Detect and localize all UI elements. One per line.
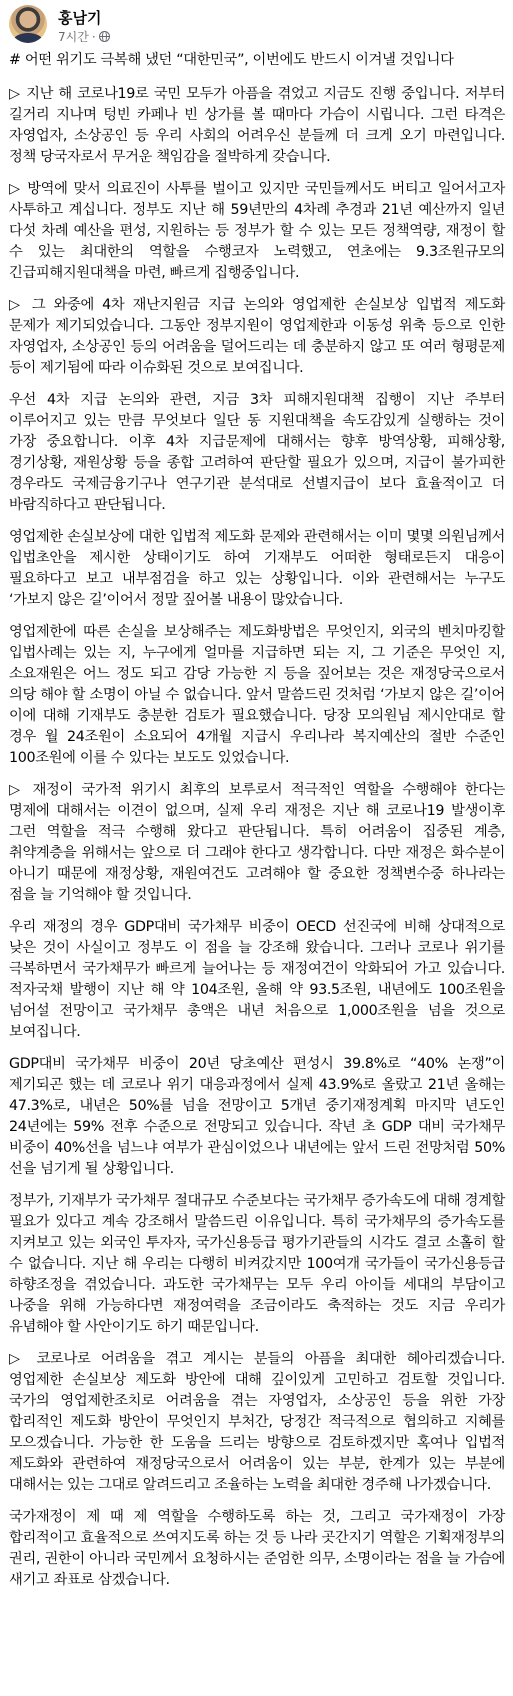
post-paragraph: 우선 4차 지급 논의와 관련, 지금 3차 피해지원대책 집행이 지난 주부터 이루어지고 있는 만큼 무엇보다 일단 동 지원대책을 속도감있게 실행하는 것이 가장 중요합니다. 이후 4차 지급문제에 대해서는 향후 방역상황, 피해상황, 경기상황, 재원상황 등을 종합 고려하여 판단할 필요가 있으며, 지급이 불가피한 경우라도 국제금융기구나 연구기관 분석대로 선별지급이 보다 효율적이고 더 바람직하다고 판단됩니다.	[9, 392, 505, 513]
avatar[interactable]	[9, 5, 47, 43]
meta-separator: ·	[91, 29, 96, 44]
post-header	[0, 0, 513, 50]
post-meta	[58, 28, 110, 45]
author-name[interactable]: 홍남기	[58, 9, 102, 27]
post-paragraph: ▷ 코로나로 어려움을 겪고 계시는 분들의 아픔을 최대한 헤아리겠습니다. 영업제한 손실보상 제도화 방안에 대해 깊이있게 고민하고 검토할 것입니다. 국가의 영업제한조치로 어려움을 겪는 자영업자, 소상공인 등을 위한 가장 합리적인 제도화 방안이 무엇인지 부처간, 당정간 적극적으로 협의하고 지혜를 모으겠습니다. 가능한 한 도움을 드리는 방향으로 검토하겠지만 혹여나 입법적 제도화와 관련하여 재정당국으로서 어려움이 있는 부분, 한계가 있는 부분에 대해서는 있는 그대로 알려드리고 조율하는 노력을 최대한 경주해 나가겠습니다.	[9, 1351, 505, 1493]
post-paragraph: ▷ 그 와중에 4차 재난지원금 지급 논의와 영업제한 손실보상 입법적 제도화 문제가 제기되었습니다. 그동안 정부지원이 영업제한과 이동성 위축 등으로 인한 자영업자, 소상공인 등의 어려움을 덜어드리는 데 충분하지 않고 또 여러 형평문제 등이 제기됨에 따라 이슈화된 것으로 보여집니다.	[9, 297, 505, 376]
post-paragraph: GDP대비 국가채무 비중이 20년 당초예산 편성시 39.8%로 “40% 논쟁”이 제기되곤 했는 데 코로나 위기 대응과정에서 실제 43.9%로 올랐고 21년 올해는 47.3%로, 내년은 50%를 넘을 전망이고 5개년 중기재정계획 마지막 년도인 24년에는 59% 전후 수준으로 전망되고 있습니다. 작년 초 GDP 대비 국가채무 비중이 40%선을 넘느냐 여부가 관심이었으나 내년에는 앞서 드린 전망처럼 50%선을 넘기게 될 상황입니다.	[9, 1056, 505, 1177]
post-paragraph: 영업제한에 따른 손실을 보상해주는 제도화방법은 무엇인지, 외국의 벤치마킹할 입법사례는 있는 지, 누구에게 얼마를 지급하면 되는 지, 그 기준은 무엇인 지, 소요재원은 어느 정도 되고 감당 가능한 지 등을 짚어보는 것은 재정당국으로서 의당 해야 할 소명이 아닐 수 없습니다. 앞서 말씀드린 것처럼 ‘가보지 않은 길’이어 이에 대해 기재부도 충분한 검토가 필요했습니다. 당장 모의원님 제시안대로 할 경우 월 24조원이 소요되어 4개월 지급시 우리나라 복지예산의 절반 수준인 100조원에 이를 수 있다는 보도도 있었습니다.	[9, 624, 505, 766]
post-body	[0, 50, 513, 1591]
post-paragraph: ▷ 재정이 국가적 위기시 최후의 보루로서 적극적인 역할을 수행해야 한다는 명제에 대해서는 이견이 없으며, 실제 우리 재정은 지난 해 코로나19 발생이후 그런 역할을 적극 수행해 왔다고 판단됩니다. 특히 어려움이 집중된 계층, 취약계층을 위해서는 앞으로 더 그래야 한다고 생각합니다. 다만 재정은 화수분이 아니기 때문에 재정상황, 재원여건도 고려해야 할 중요한 정책변수중 하나라는 점을 늘 기억해야 할 것입니다.	[9, 782, 505, 903]
post-paragraph: ▷ 방역에 맞서 의료진이 사투를 벌이고 있지만 국민들께서도 버티고 일어서고자 사투하고 계십니다. 정부도 지난 해 59년만의 4차례 추경과 21년 예산까지 일년 다섯 차례 예산을 편성, 지원하는 등 정부가 할 수 있는 모든 정책역량, 재정이 할 수 있는 최대한의 역할을 수행코자 노력했고, 연초에는 9.3조원규모의 긴급피해지원대책을 마련, 빠르게 집행중입니다.	[9, 181, 505, 281]
post-paragraph: 정부가, 기재부가 국가채무 절대규모 수준보다는 국가채무 증가속도에 대해 경계할 필요가 있다고 계속 강조해서 말씀드린 이유입니다. 특히 국가채무의 증가속도를 지켜보고 있는 외국인 투자자, 국가신용등급 평가기관들의 시각도 결코 소홀히 할 수 없습니다. 지난 해 우리는 다행히 비켜갔지만 100여개 국가들이 국가신용등급 하향조정을 겪었습니다. 과도한 국가채무는 모두 우리 아이들 세대의 부담이고 나중을 위해 가능하다면 재정여력을 조금이라도 축적하는 것도 지금 우리가 유념해야 할 사안이기도 하기 때문입니다.	[9, 1193, 505, 1335]
post-headline: # 어떤 위기도 극복해 냈던 “대한민국”, 이번에도 반드시 이겨낼 것입니다	[9, 52, 454, 68]
post-paragraph: 영업제한 손실보상에 대한 입법적 제도화 문제와 관련해서는 이미 몇몇 의원님께서 입법초안을 제시한 상태이기도 하여 기재부도 어떠한 형태로든지 대응이 필요하다고 보고 내부점검을 하고 있는 상황입니다. 이와 관련해서는 누구도 ‘가보지 않은 길’이어서 정말 짚어볼 내용이 많았습니다.	[9, 529, 505, 608]
globe-icon[interactable]	[99, 31, 110, 42]
post-paragraph: 국가재정이 제 때 제 역할을 수행하도록 하는 것, 그리고 국가재정이 가장 합리적이고 효율적으로 쓰여지도록 하는 것 등 나라 곳간지기 역할은 기획재정부의 권리, 권한이 아니라 국민께서 요청하시는 준엄한 의무, 소명이라는 점을 늘 가슴에 새기고 좌표로 삼겠습니다.	[9, 1509, 505, 1588]
post-time[interactable]: 7시간	[58, 30, 89, 44]
avatar-shirt	[13, 33, 43, 43]
post-paragraph: ▷ 지난 해 코로나19로 국민 모두가 아픔을 겪었고 지금도 진행 중입니다. 저부터 길거리 지나며 텅빈 카페나 빈 상가를 볼 때마다 가슴이 시립니다. 그런 타격은 자영업자, 소상공인 등 우리 사회의 어려우신 분들께 더 크게 오기 마련입니다. 정책 당국자로서 무거운 책임감을 절박하게 갖습니다.	[9, 86, 505, 165]
post-paragraph: 우리 재정의 경우 GDP대비 국가채무 비중이 OECD 선진국에 비해 상대적으로 낮은 것이 사실이고 정부도 이 점을 늘 강조해 왔습니다. 그러나 코로나 위기를 극복하면서 국가채무가 빠르게 늘어나는 등 재정여건이 악화되어 가고 있습니다. 적자국채 발행이 지난 해 약 104조원, 올해 약 93.5조원, 내년에도 100조원을 넘어설 전망이고 국가채무 총액은 내년 처음으로 1,000조원을 넘을 것으로 보여집니다.	[9, 919, 505, 1040]
